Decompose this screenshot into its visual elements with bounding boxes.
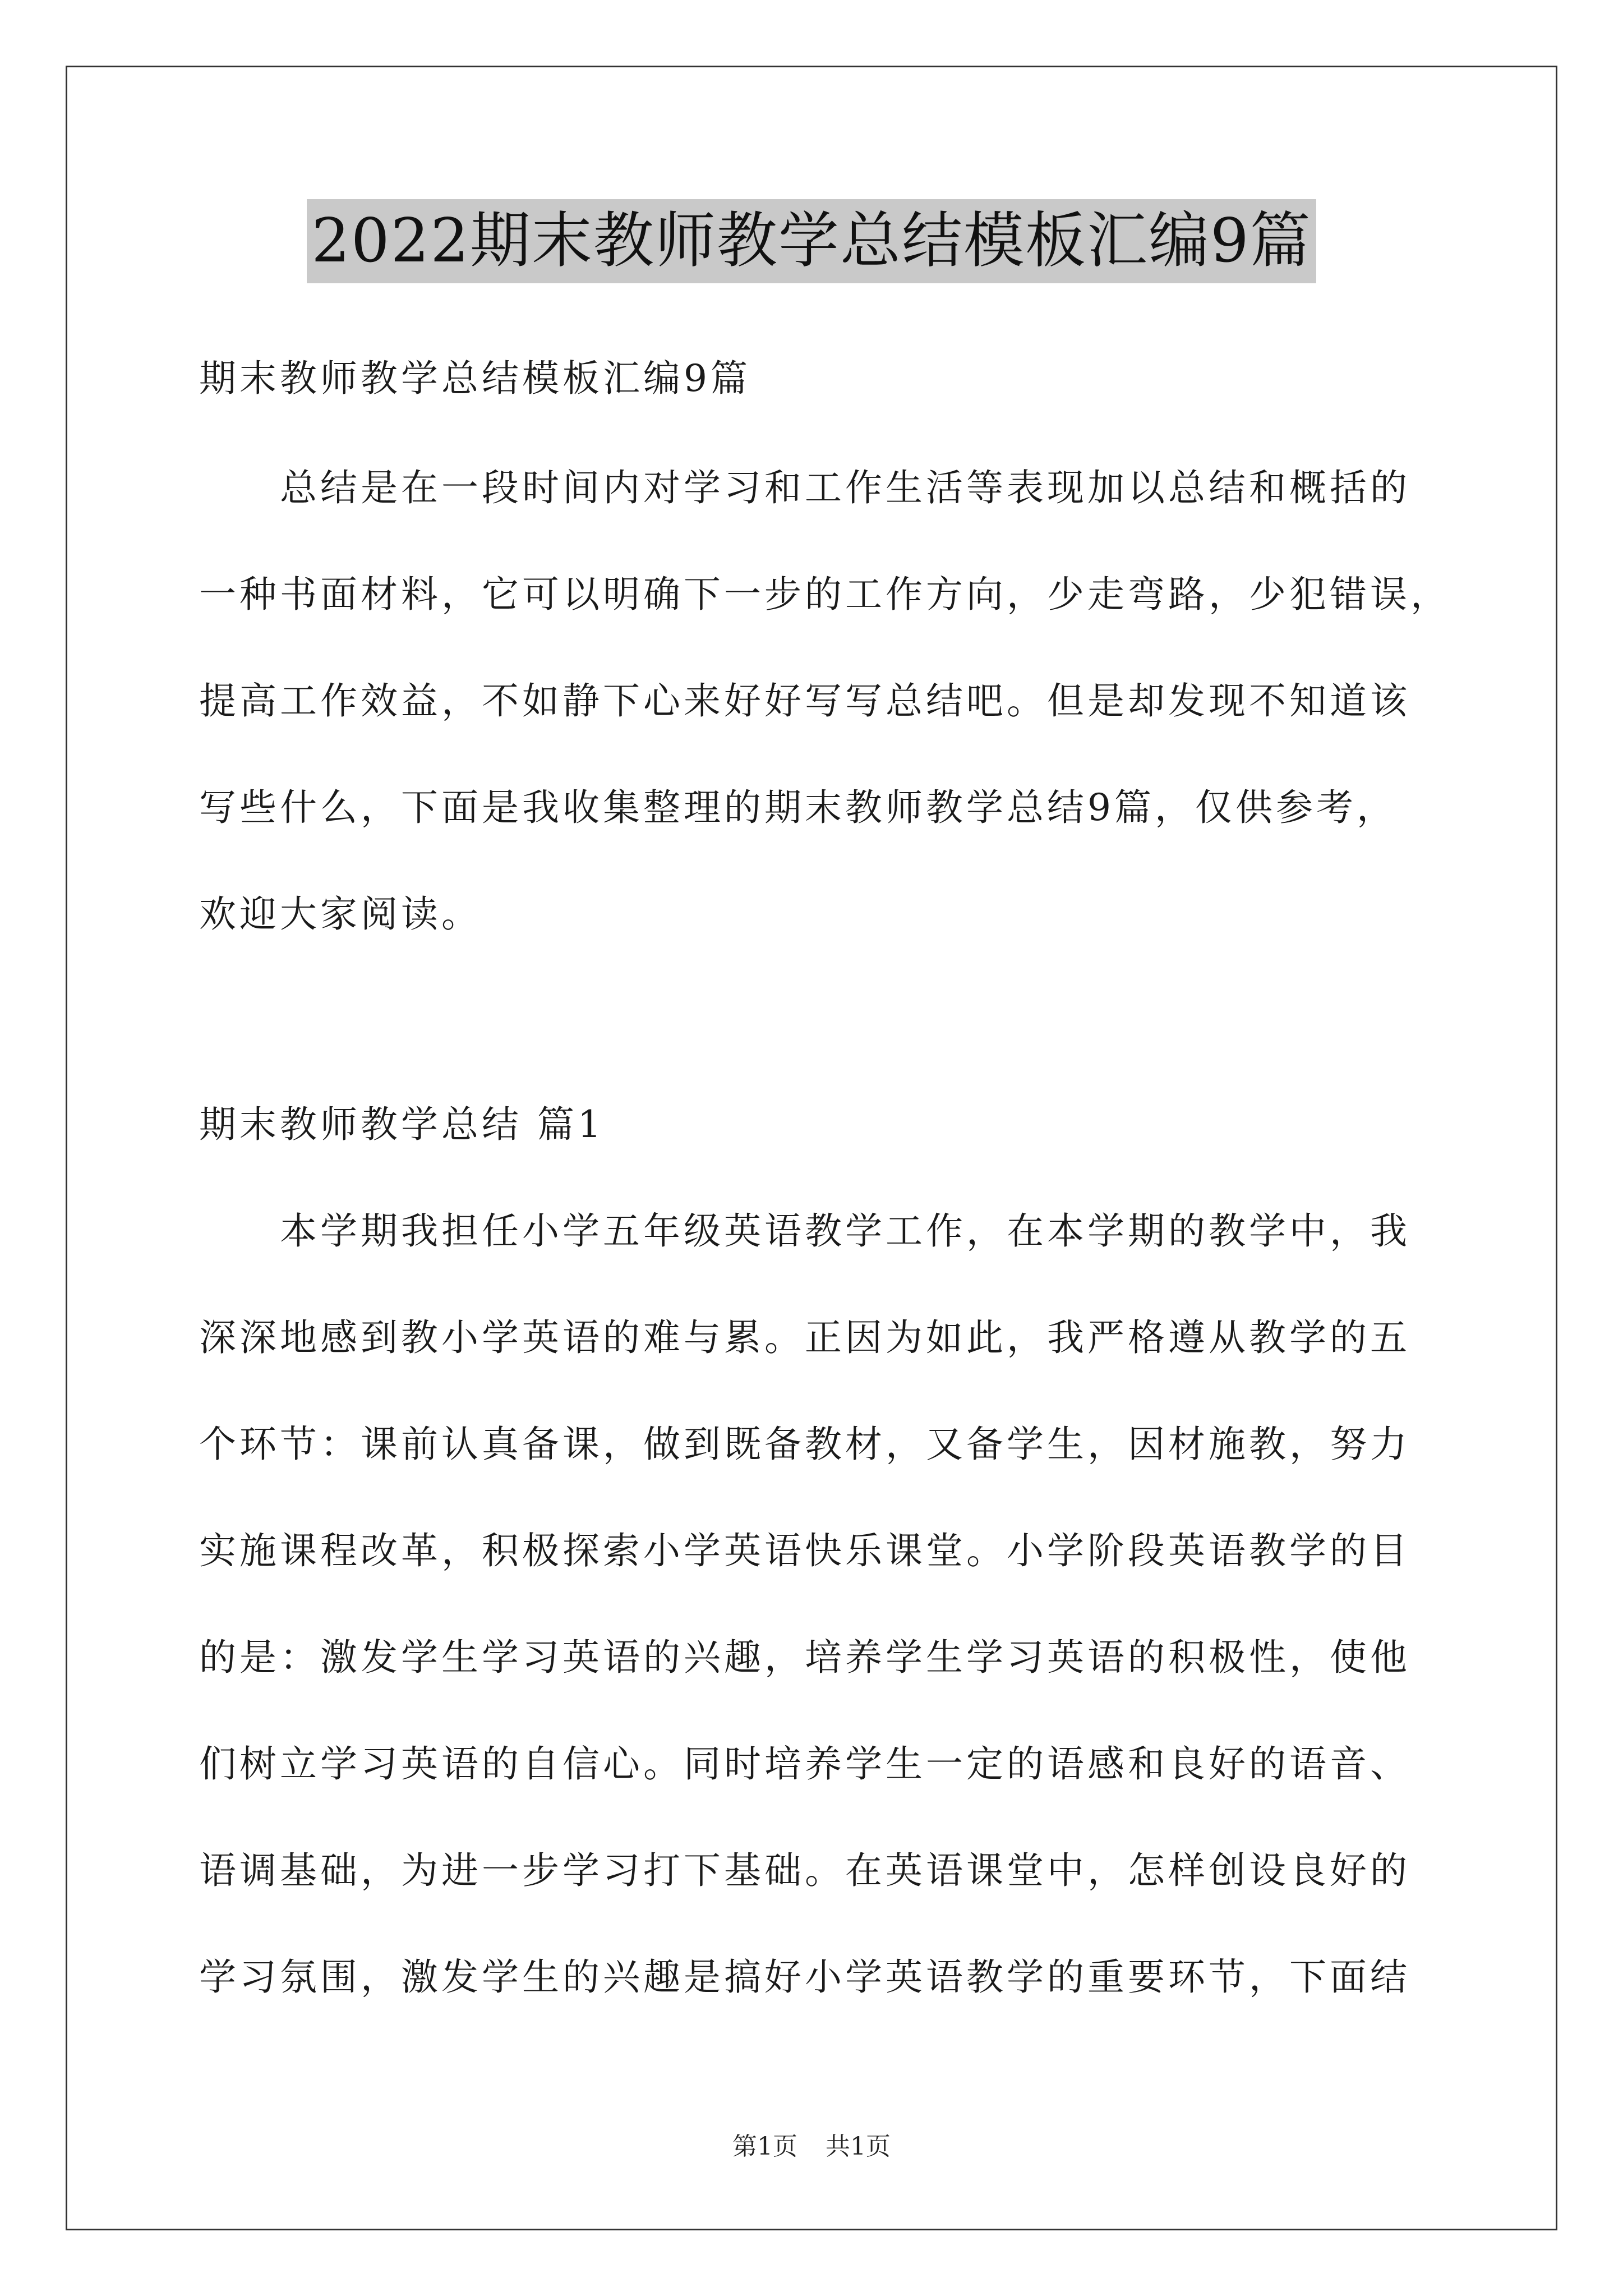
document-subtitle: 期末教师教学总结模板汇编9篇 [199, 357, 751, 400]
intro-line: 总结是在一段时间内对学习和工作生活等表现加以总结和概括的 [199, 466, 1410, 509]
total-pages-label: 共1页 [826, 2132, 891, 2161]
section-line: 实施课程改革，积极探索小学英语快乐课堂。小学阶段英语教学的目 [199, 1529, 1410, 1572]
current-page-label: 第1页 [732, 2132, 797, 2161]
section-line: 个环节：课前认真备课，做到既备教材，又备学生，因材施教，努力 [199, 1423, 1410, 1466]
intro-line: 写些什么，下面是我收集整理的期末教师教学总结9篇，仅供参考， [199, 786, 1397, 829]
document-title: 2022期末教师教学总结模板汇编9篇 [307, 199, 1316, 283]
section-heading: 期末教师教学总结 篇1 [199, 1103, 605, 1146]
title-container [0, 199, 1623, 283]
subtitle-block [199, 325, 1433, 432]
section-line: 学习氛围，激发学生的兴趣是搞好小学英语教学的重要环节，下面结 [199, 1955, 1410, 1999]
section-line: 语调基础，为进一步学习打下基础。在英语课堂中，怎样创设良好的 [199, 1849, 1410, 1892]
intro-line: 欢迎大家阅读。 [199, 892, 482, 936]
section-paragraph [199, 1178, 1433, 2031]
intro-line: 一种书面材料，它可以明确下一步的工作方向，少走弯路，少犯错误， [199, 573, 1451, 616]
section-heading-block [199, 1071, 1433, 1178]
page-footer [0, 2126, 1623, 2162]
intro-paragraph [199, 435, 1451, 968]
section-line: 们树立学习英语的自信心。同时培养学生一定的语感和良好的语音、 [199, 1742, 1410, 1786]
intro-line: 提高工作效益，不如静下心来好好写写总结吧。但是却发现不知道该 [199, 679, 1410, 723]
section-line: 本学期我担任小学五年级英语教学工作，在本学期的教学中，我 [199, 1209, 1410, 1253]
section-line: 的是：激发学生学习英语的兴趣，培养学生学习英语的积极性，使他 [199, 1636, 1410, 1679]
section-line: 深深地感到教小学英语的难与累。正因为如此，我严格遵从教学的五 [199, 1316, 1410, 1359]
